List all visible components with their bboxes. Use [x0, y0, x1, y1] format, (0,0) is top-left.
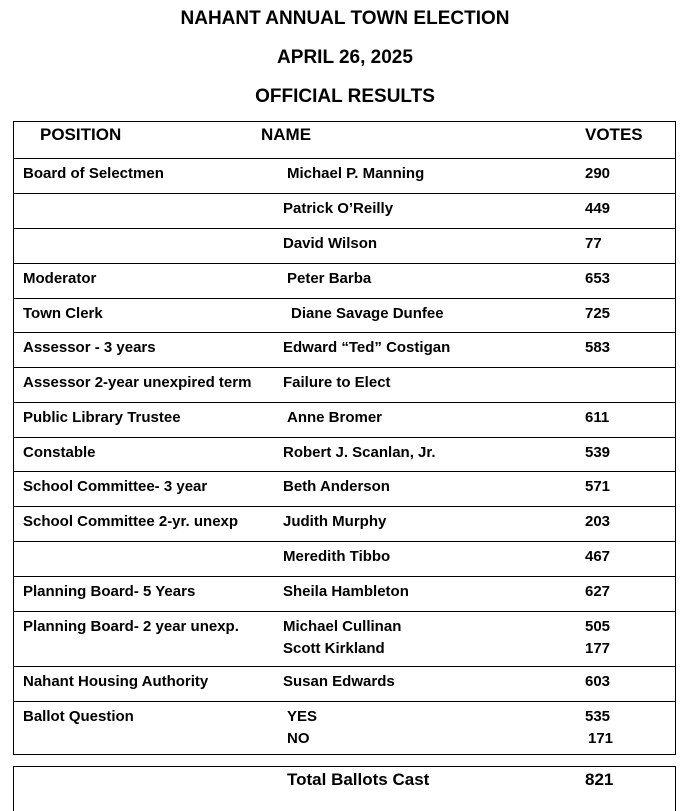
- table-row: [14, 264, 675, 299]
- votes-cell: 171: [588, 730, 614, 747]
- candidate-name-cell: Susan Edwards: [283, 673, 395, 690]
- position-cell: Moderator: [23, 270, 97, 287]
- candidate-name-cell: David Wilson: [283, 235, 378, 252]
- votes-cell: 505: [585, 618, 611, 635]
- votes-cell: 583: [585, 339, 611, 356]
- table-header: [14, 122, 675, 159]
- table-row: [14, 194, 675, 229]
- candidate-name-cell: Robert J. Scanlan, Jr.: [283, 444, 436, 461]
- table-row: [14, 702, 675, 754]
- table-row: [14, 667, 675, 702]
- document-subtitle: OFFICIAL RESULTS: [255, 86, 435, 107]
- table-row: [14, 542, 675, 577]
- total-ballots-box: [13, 766, 676, 811]
- votes-cell: 177: [585, 640, 611, 657]
- votes-cell: 539: [585, 444, 611, 461]
- position-cell: Town Clerk: [23, 305, 103, 322]
- table-row: [14, 299, 675, 333]
- candidate-name-cell: Anne Bromer: [287, 409, 383, 426]
- document-title: NAHANT ANNUAL TOWN ELECTION: [180, 8, 510, 29]
- candidate-name-cell: Patrick O’Reilly: [283, 200, 394, 217]
- votes-cell: 627: [585, 583, 611, 600]
- candidate-name-cell: Peter Barba: [287, 270, 372, 287]
- candidate-name-cell: Sheila Hambleton: [283, 583, 409, 600]
- position-cell: School Committee- 3 year: [23, 478, 208, 495]
- column-header-votes: VOTES: [585, 125, 643, 144]
- position-cell: Assessor - 3 years: [23, 339, 156, 356]
- column-header-name: NAME: [261, 125, 312, 144]
- votes-cell: 603: [585, 673, 611, 690]
- candidate-name-cell: Edward “Ted” Costigan: [283, 339, 451, 356]
- votes-cell: 571: [585, 478, 611, 495]
- position-cell: Board of Selectmen: [23, 165, 164, 182]
- votes-cell: 290: [585, 165, 611, 182]
- column-header-position: POSITION: [40, 125, 122, 144]
- total-ballots-label: Total Ballots Cast: [287, 770, 430, 789]
- table-row: [14, 333, 675, 368]
- position-cell: Planning Board- 2 year unexp.: [23, 618, 239, 635]
- table-row: [14, 577, 675, 612]
- votes-cell: 203: [585, 513, 611, 530]
- candidate-name-cell: Meredith Tibbo: [283, 548, 391, 565]
- table-row: [14, 472, 675, 507]
- votes-cell: 77: [585, 235, 602, 252]
- table-row: [14, 159, 675, 194]
- table-row: [14, 507, 675, 542]
- results-table: [13, 121, 676, 755]
- candidate-name-cell: Scott Kirkland: [283, 640, 385, 657]
- position-cell: Ballot Question: [23, 708, 134, 725]
- candidate-name-cell: Beth Anderson: [283, 478, 390, 495]
- position-cell: Public Library Trustee: [23, 409, 181, 426]
- total-ballots-value: 821: [585, 770, 614, 789]
- position-cell: School Committee 2-yr. unexp: [23, 513, 239, 530]
- position-cell: Nahant Housing Authority: [23, 673, 209, 690]
- candidate-name-cell: Michael Cullinan: [283, 618, 402, 635]
- position-cell: Constable: [23, 444, 96, 461]
- candidate-name-cell: Michael P. Manning: [287, 165, 425, 182]
- table-row: [14, 403, 675, 438]
- votes-cell: 467: [585, 548, 611, 565]
- votes-cell: 535: [585, 708, 611, 725]
- table-row: [14, 438, 675, 472]
- votes-cell: 653: [585, 270, 611, 287]
- candidate-name-cell: Judith Murphy: [283, 513, 387, 530]
- candidate-name-cell: YES: [287, 708, 318, 725]
- table-row: [14, 368, 675, 403]
- table-row: [14, 612, 675, 667]
- table-row: [14, 229, 675, 264]
- election-date: APRIL 26, 2025: [277, 47, 413, 68]
- position-cell: Planning Board- 5 Years: [23, 583, 196, 600]
- candidate-name-cell: NO: [287, 730, 310, 747]
- position-cell: Assessor 2-year unexpired term: [23, 374, 252, 391]
- candidate-name-cell: Diane Savage Dunfee: [291, 305, 444, 322]
- votes-cell: 611: [585, 409, 610, 426]
- votes-cell: 449: [585, 200, 611, 217]
- votes-cell: 725: [585, 305, 611, 322]
- candidate-name-cell: Failure to Elect: [283, 374, 391, 391]
